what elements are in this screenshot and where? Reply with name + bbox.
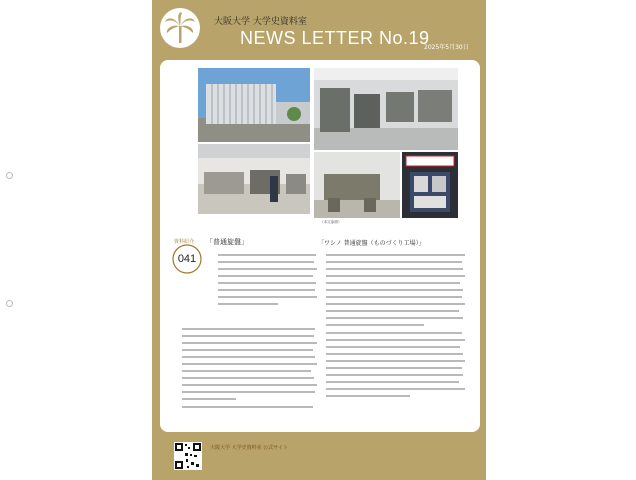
building-photo [198,68,310,142]
series-number: 041 [177,253,197,265]
article-heading-left: 「普通旋盤」 [206,238,248,246]
promo-link-text[interactable]: 大阪大学 大学史資料室 公式サイト [210,445,288,451]
lathe-room-photo [314,68,458,150]
newsletter-footer [160,438,480,478]
series-badge [170,238,210,278]
newsletter-title: NEWS LETTER No.19 [240,28,430,48]
article-heading-right: 「ワシノ 普通旋盤（ものづくり工場）」 [318,240,425,247]
binder-hole-bottom [6,300,13,307]
article-body-left-lower [182,328,318,413]
article-body-left [218,254,318,310]
series-label: 資料紹介 [174,239,195,245]
newsletter-page [152,0,486,480]
factory-interior-photo [198,144,310,214]
issue-date: 2025年5月30日 [424,44,469,51]
organization-name: 大阪大学 大学史資料室 [214,17,307,27]
palm-logo-icon [160,8,200,48]
article-panel [160,60,480,432]
lathe-closeup-photo [314,152,400,218]
photo-caption: （本文参照） [320,220,342,224]
article-body-right [326,254,466,402]
qr-code-icon[interactable] [174,442,202,470]
binder-hole-top [6,172,13,179]
nameplate-photo [402,152,458,218]
